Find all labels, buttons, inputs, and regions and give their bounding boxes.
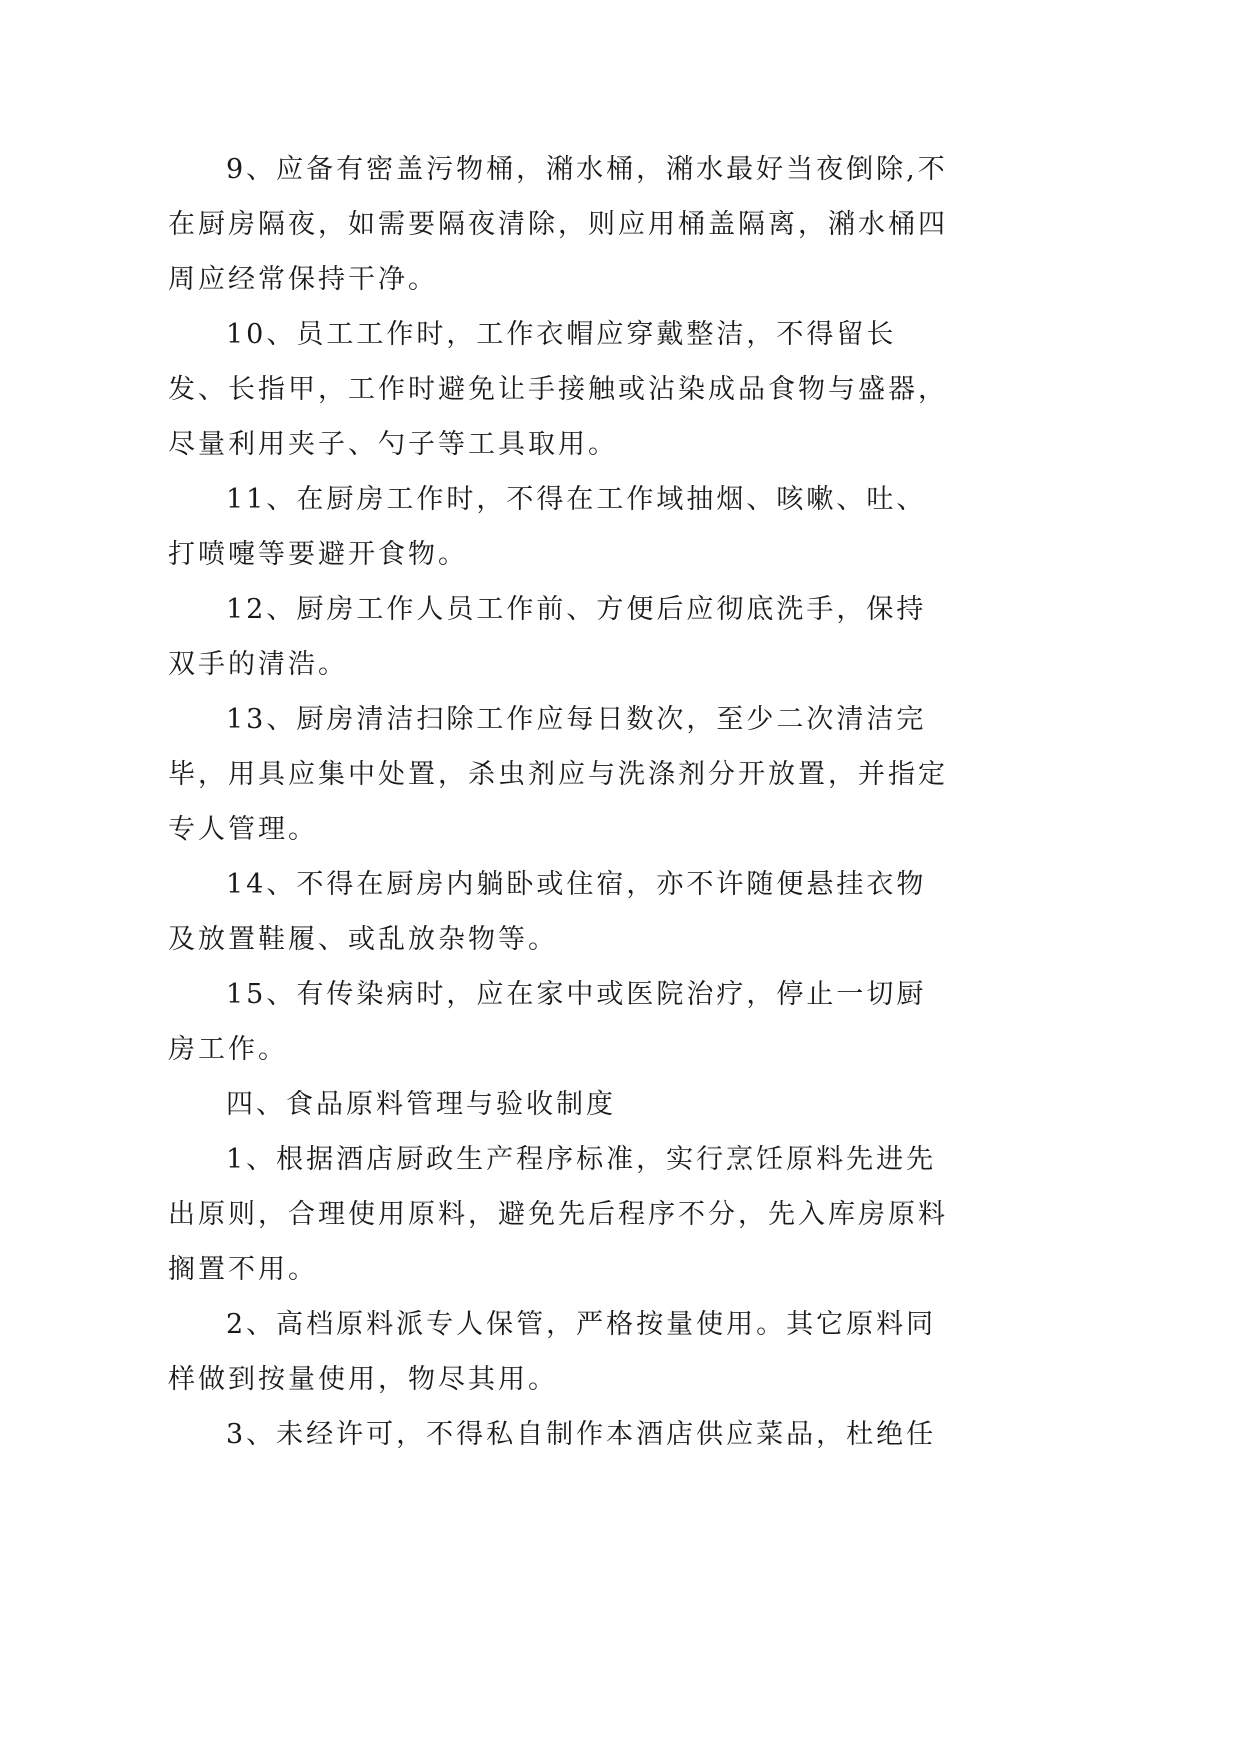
section-heading: 四、食品原料管理与验收制度 (226, 1089, 616, 1120)
paragraph-item-1: 1、根据酒店厨政生产程序标准，实行烹饪原料先进先出原则，合理使用原料，避免先后程序不分，先入库房原料搁置不用。 (168, 1144, 948, 1285)
paragraph-item-13: 13、厨房清洁扫除工作应每日数次，至少二次清洁完毕，用具应集中处置，杀虫剂应与洗涤剂分开放置，并指定专人管理。 (168, 704, 948, 845)
paragraph-item-9: 9、应备有密盖污物桶，潲水桶，潲水最好当夜倒除,不在厨房隔夜，如需要隔夜清除，则应用桶盖隔离，潲水桶四周应经常保持干净。 (168, 154, 948, 295)
paragraph-item-14: 14、不得在厨房内躺卧或住宿，亦不许随便悬挂衣物及放置鞋履、或乱放杂物等。 (168, 869, 927, 955)
paragraph-item-11: 11、在厨房工作时，不得在工作域抽烟、咳嗽、吐、打喷嚏等要避开食物。 (168, 484, 927, 570)
paragraph-item-12: 12、厨房工作人员工作前、方便后应彻底洗手，保持双手的清浩。 (168, 594, 927, 680)
paragraph-item-3: 3、未经许可，不得私自制作本酒店供应菜品，杜绝任 (226, 1419, 937, 1450)
document-body (168, 142, 948, 1462)
paragraph-item-15: 15、有传染病时，应在家中或医院治疗，停止一切厨房工作。 (168, 979, 927, 1065)
paragraph-item-10: 10、员工工作时，工作衣帽应穿戴整洁，不得留长发、长指甲，工作时避免让手接触或沾染成品食物与盛器，尽量利用夹子、勺子等工具取用。 (168, 319, 948, 460)
paragraph-item-2: 2、高档原料派专人保管，严格按量使用。其它原料同样做到按量使用，物尽其用。 (168, 1309, 937, 1395)
